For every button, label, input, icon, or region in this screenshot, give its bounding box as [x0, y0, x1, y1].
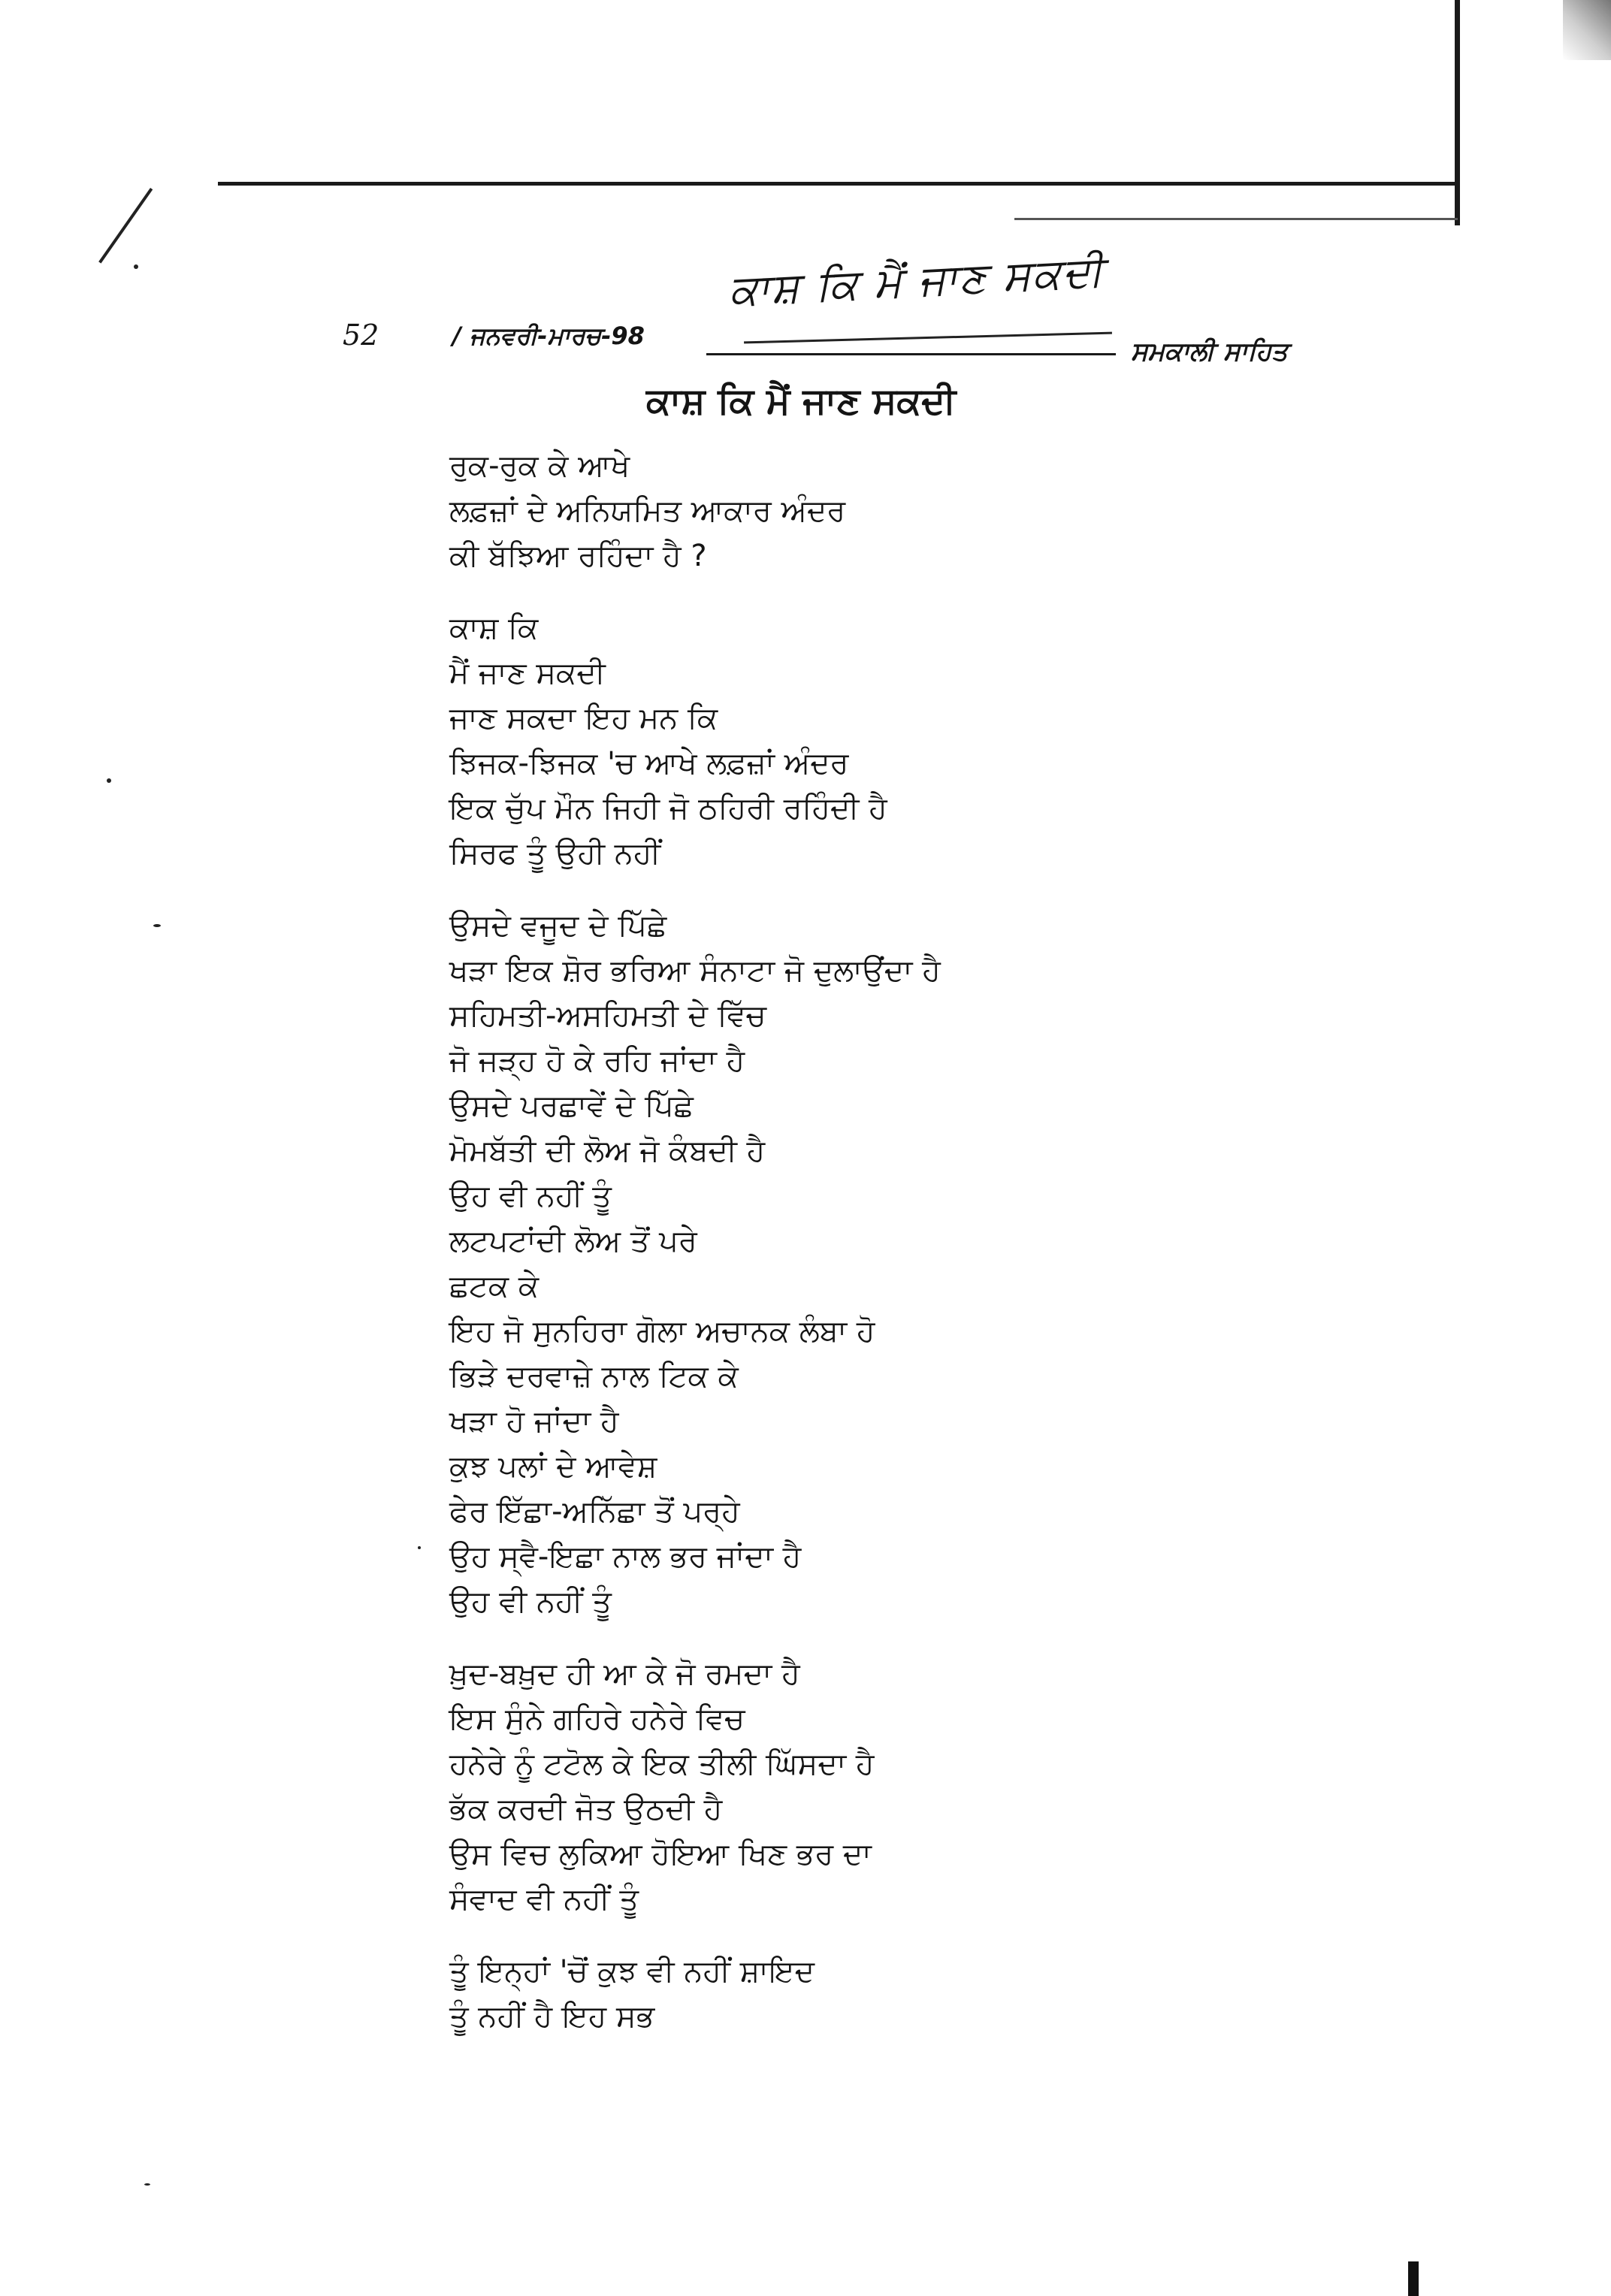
- poem-line: ਛਟਕ ਕੇ: [449, 1269, 540, 1304]
- poem-stanza: [449, 1651, 1351, 1922]
- page-top-rule-thin: [1014, 218, 1458, 220]
- journal-name: ਸਮਕਾਲੀ ਸਾਹਿਤ: [1131, 337, 1288, 367]
- poem-line: ਝਿਜਕ-ਝਿਜਕ 'ਚ ਆਖੇ ਲਫ਼ਜ਼ਾਂ ਅੰਦਰ: [449, 746, 849, 781]
- scan-speck: [153, 924, 161, 927]
- poem-stanza: [449, 1949, 1351, 2039]
- page-edge-line: [1455, 0, 1460, 225]
- poem-line: ਭੱਕ ਕਰਦੀ ਜੋਤ ਉਠਦੀ ਹੈ: [449, 1792, 723, 1826]
- poem-stanza: [449, 606, 1351, 876]
- poem-line: ਰੁਕ-ਰੁਕ ਕੇ ਆਖੇ: [449, 449, 630, 483]
- poem-line: ਇਹ ਜੋ ਸੁਨਹਿਰਾ ਗੋਲਾ ਅਚਾਨਕ ਲੰਬਾ ਹੋ: [449, 1314, 875, 1349]
- poem-line: ਉਹ ਵੀ ਨਹੀਂ ਤੂੰ: [449, 1585, 612, 1619]
- poem-line: ਉਹ ਸ੍ਵੈ-ਇਛਾ ਨਾਲ ਭਰ ਜਾਂਦਾ ਹੈ: [449, 1539, 802, 1574]
- handwritten-underline: [744, 332, 1112, 344]
- poem-line: ਹਨੇਰੇ ਨੂੰ ਟਟੋਲ ਕੇ ਇਕ ਤੀਲੀ ਘਿੱਸਦਾ ਹੈ: [449, 1747, 875, 1781]
- header-rule: [706, 353, 1116, 355]
- scan-speck: [418, 1546, 421, 1549]
- scan-speck: [134, 264, 138, 269]
- poem-line: ਖੜਾ ਹੋ ਜਾਂਦਾ ਹੈ: [449, 1404, 619, 1439]
- page-number: 52: [343, 319, 379, 352]
- poem-line: ਸੰਵਾਦ ਵੀ ਨਹੀਂ ਤੂੰ: [449, 1882, 639, 1917]
- scan-slash-mark: [98, 188, 153, 264]
- poem-line: ਫੇਰ ਇੱਛਾ-ਅਨਿੱਛਾ ਤੋਂ ਪਰ੍ਹੇ: [449, 1494, 740, 1529]
- page-top-rule: [218, 182, 1458, 186]
- handwritten-title-note: ਕਾਸ਼ ਕਿ ਮੈਂ ਜਾਣ ਸਕਦੀ: [727, 246, 1106, 316]
- poem-line: ਖ਼ੁਦ-ਬਖ਼ੁਦ ਹੀ ਆ ਕੇ ਜੋ ਰਮਦਾ ਹੈ: [449, 1657, 800, 1691]
- poem-line: ਸਿਰਫ ਤੂੰ ਉਹੀ ਨਹੀਂ: [449, 836, 661, 871]
- poem-line: ਉਸ ਵਿਚ ਲੁਕਿਆ ਹੋਇਆ ਖਿਣ ਭਰ ਦਾ: [449, 1837, 872, 1872]
- poem-stanza: [449, 903, 1351, 1624]
- scan-speck: [107, 778, 111, 783]
- poem-line: ਜਾਣ ਸਕਦਾ ਇਹ ਮਨ ਕਿ: [449, 701, 718, 736]
- poem-line: ਮੋਮਬੱਤੀ ਦੀ ਲੋਅ ਜੋ ਕੰਬਦੀ ਹੈ: [449, 1134, 766, 1168]
- poem-line: ਉਸਦੇ ਵਜੂਦ ਦੇ ਪਿੱਛੇ: [449, 908, 667, 943]
- poem-line: ਕਾਸ਼ ਕਿ: [449, 611, 539, 645]
- poem-line: ਤੂੰ ਨਹੀਂ ਹੈ ਇਹ ਸਭ: [449, 1999, 655, 2034]
- poem-line: ਉਸਦੇ ਪਰਛਾਵੇਂ ਦੇ ਪਿੱਛੇ: [449, 1089, 694, 1123]
- poem-line: ਤੂੰ ਇਨ੍ਹਾਂ 'ਚੋਂ ਕੁਝ ਵੀ ਨਹੀਂ ਸ਼ਾਇਦ: [449, 1954, 815, 1989]
- scan-speck: [144, 2183, 150, 2186]
- poem-line: ਮੈਂ ਜਾਣ ਸਕਦੀ: [449, 656, 606, 690]
- poem-line: ਸਹਿਮਤੀ-ਅਸਹਿਮਤੀ ਦੇ ਵਿੱਚ: [449, 998, 766, 1033]
- poem-line: ਲਫ਼ਜ਼ਾਂ ਦੇ ਅਨਿਯਮਿਤ ਆਕਾਰ ਅੰਦਰ: [449, 494, 846, 528]
- poem-line: ਖੜਾ ਇਕ ਸ਼ੋਰ ਭਰਿਆ ਸੰਨਾਟਾ ਜੋ ਦੁਲਾਉਂਦਾ ਹੈ: [449, 953, 941, 988]
- poem-line: ਇਸ ਸੁੰਨੇ ਗਹਿਰੇ ਹਨੇਰੇ ਵਿਚ: [449, 1702, 745, 1736]
- poem-line: ਇਕ ਚੁੱਪ ਮੌਨ ਜਿਹੀ ਜੋ ਠਹਿਰੀ ਰਹਿੰਦੀ ਹੈ: [449, 791, 887, 826]
- poem-body: [449, 443, 1351, 2039]
- scan-corner-shadow: [1563, 0, 1611, 60]
- poem-line: ਭਿੜੇ ਦਰਵਾਜ਼ੇ ਨਾਲ ਟਿਕ ਕੇ: [449, 1359, 739, 1394]
- scan-bottom-mark: [1408, 2261, 1419, 2296]
- poem-line: ਜੋ ਜੜ੍ਹ ਹੋ ਕੇ ਰਹਿ ਜਾਂਦਾ ਹੈ: [449, 1044, 745, 1078]
- poem-title: ਕਾਸ਼ ਕਿ ਮੈਂ ਜਾਣ ਸਕਦੀ: [646, 380, 957, 422]
- poem-line: ਲਟਪਟਾਂਦੀ ਲੋਅ ਤੋਂ ਪਰੇ: [449, 1224, 697, 1258]
- issue-date: / ਜਨਵਰੀ-ਮਾਰਚ-98: [452, 322, 645, 350]
- poem-line: ਕੀ ਬੱਝਿਆ ਰਹਿੰਦਾ ਹੈ ?: [449, 539, 707, 573]
- poem-line: ਕੁਝ ਪਲਾਂ ਦੇ ਆਵੇਸ਼: [449, 1449, 657, 1484]
- poem-stanza: [449, 443, 1351, 579]
- poem-line: ਉਹ ਵੀ ਨਹੀਂ ਤੂੰ: [449, 1179, 612, 1213]
